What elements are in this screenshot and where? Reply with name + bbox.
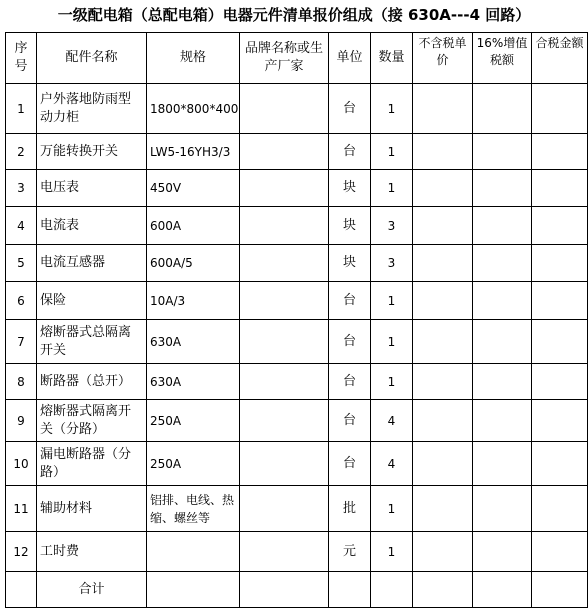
row-qty: 1 [371, 320, 413, 364]
row-brand [240, 282, 329, 320]
row-total [532, 364, 588, 400]
row-name: 电流表 [37, 207, 147, 245]
row-index: 9 [6, 400, 37, 442]
row-brand [240, 320, 329, 364]
table-row [6, 320, 588, 364]
row-name: 万能转换开关 [37, 134, 147, 170]
row-spec [147, 532, 240, 572]
document-title: 一级配电箱（总配电箱）电器元件清单报价组成（接 630A---4 回路） [57, 6, 531, 24]
row-vat [473, 364, 532, 400]
row-name: 熔断器式总隔离开关 [37, 320, 147, 364]
row-spec: 250A [147, 442, 240, 486]
row-vat [473, 245, 532, 282]
row-vat [473, 442, 532, 486]
row-name: 保险 [37, 282, 147, 320]
row-price [413, 320, 473, 364]
row-qty: 1 [371, 364, 413, 400]
row-unit: 块 [329, 170, 371, 207]
row-total [532, 245, 588, 282]
row-total [532, 442, 588, 486]
row-index: 8 [6, 364, 37, 400]
row-name: 辅助材料 [37, 486, 147, 532]
row-qty: 1 [371, 84, 413, 134]
header-row [6, 33, 588, 84]
table-row [6, 170, 588, 207]
header-vat: 16%增值税额 [473, 33, 532, 84]
row-brand [240, 170, 329, 207]
row-name: 断路器（总开） [37, 364, 147, 400]
row-vat [473, 400, 532, 442]
table-row [6, 532, 588, 572]
table-row [6, 400, 588, 442]
row-vat [473, 84, 532, 134]
row-spec: 铝排、电线、热缩、螺丝等 [147, 486, 240, 532]
total-label: 合计 [37, 572, 147, 608]
row-name: 熔断器式隔离开关（分路） [37, 400, 147, 442]
row-index: 11 [6, 486, 37, 532]
row-spec: 450V [147, 170, 240, 207]
row-total [532, 134, 588, 170]
row-vat [473, 134, 532, 170]
row-qty: 3 [371, 245, 413, 282]
row-index: 4 [6, 207, 37, 245]
row-unit: 块 [329, 207, 371, 245]
table-row [6, 245, 588, 282]
row-total [532, 400, 588, 442]
row-brand [240, 400, 329, 442]
header-unit: 单位 [329, 33, 371, 84]
header-spec: 规格 [147, 33, 240, 84]
row-name: 漏电断路器（分路） [37, 442, 147, 486]
row-brand [240, 486, 329, 532]
row-unit: 台 [329, 400, 371, 442]
table-row [6, 84, 588, 134]
row-unit: 块 [329, 245, 371, 282]
row-qty: 4 [371, 400, 413, 442]
row-qty: 1 [371, 282, 413, 320]
table-row [6, 207, 588, 245]
row-vat [473, 320, 532, 364]
row-index: 2 [6, 134, 37, 170]
row-spec: 10A/3 [147, 282, 240, 320]
table-row [6, 364, 588, 400]
row-spec: LW5-16YH3/3 [147, 134, 240, 170]
row-brand [240, 207, 329, 245]
table-row [6, 486, 588, 532]
row-total [532, 320, 588, 364]
row-brand [240, 532, 329, 572]
row-vat [473, 282, 532, 320]
row-price [413, 364, 473, 400]
row-index: 1 [6, 84, 37, 134]
row-total [532, 170, 588, 207]
row-unit: 元 [329, 532, 371, 572]
row-name: 户外落地防雨型动力柜 [37, 84, 147, 134]
row-vat [473, 207, 532, 245]
row-vat [473, 532, 532, 572]
row-index: 5 [6, 245, 37, 282]
row-unit: 台 [329, 320, 371, 364]
row-qty: 1 [371, 532, 413, 572]
row-name: 工时费 [37, 532, 147, 572]
table-row [6, 134, 588, 170]
row-price [413, 532, 473, 572]
row-price [413, 84, 473, 134]
header-total: 合税金额 [532, 33, 588, 84]
row-total [532, 84, 588, 134]
row-total [532, 486, 588, 532]
header-name: 配件名称 [37, 33, 147, 84]
row-qty: 4 [371, 442, 413, 486]
row-unit: 台 [329, 134, 371, 170]
row-index: 7 [6, 320, 37, 364]
row-qty: 1 [371, 170, 413, 207]
row-unit: 台 [329, 84, 371, 134]
row-brand [240, 364, 329, 400]
row-brand [240, 84, 329, 134]
row-vat [473, 486, 532, 532]
row-name: 电压表 [37, 170, 147, 207]
table-row [6, 442, 588, 486]
row-price [413, 442, 473, 486]
row-qty: 3 [371, 207, 413, 245]
table-row [6, 282, 588, 320]
row-unit: 台 [329, 364, 371, 400]
row-brand [240, 442, 329, 486]
row-index: 3 [6, 170, 37, 207]
row-price [413, 400, 473, 442]
row-spec: 600A/5 [147, 245, 240, 282]
row-index: 10 [6, 442, 37, 486]
row-price [413, 170, 473, 207]
row-spec: 630A [147, 320, 240, 364]
row-price [413, 207, 473, 245]
row-brand [240, 245, 329, 282]
row-spec: 1800*800*400 [147, 84, 240, 134]
row-index: 6 [6, 282, 37, 320]
header-price-ex-tax: 不含税单价 [413, 33, 473, 84]
row-index: 12 [6, 532, 37, 572]
row-price [413, 134, 473, 170]
row-total [532, 532, 588, 572]
row-total [532, 207, 588, 245]
header-qty: 数量 [371, 33, 413, 84]
row-name: 电流互感器 [37, 245, 147, 282]
header-index: 序号 [6, 33, 37, 84]
row-spec: 250A [147, 400, 240, 442]
total-row [6, 572, 588, 608]
row-qty: 1 [371, 486, 413, 532]
row-price [413, 486, 473, 532]
row-total [532, 282, 588, 320]
row-spec: 630A [147, 364, 240, 400]
row-unit: 批 [329, 486, 371, 532]
row-brand [240, 134, 329, 170]
row-price [413, 282, 473, 320]
row-vat [473, 170, 532, 207]
row-qty: 1 [371, 134, 413, 170]
quote-table [5, 32, 588, 608]
row-unit: 台 [329, 282, 371, 320]
header-brand: 品牌名称或生产厂家 [240, 33, 329, 84]
row-unit: 台 [329, 442, 371, 486]
row-price [413, 245, 473, 282]
row-spec: 600A [147, 207, 240, 245]
